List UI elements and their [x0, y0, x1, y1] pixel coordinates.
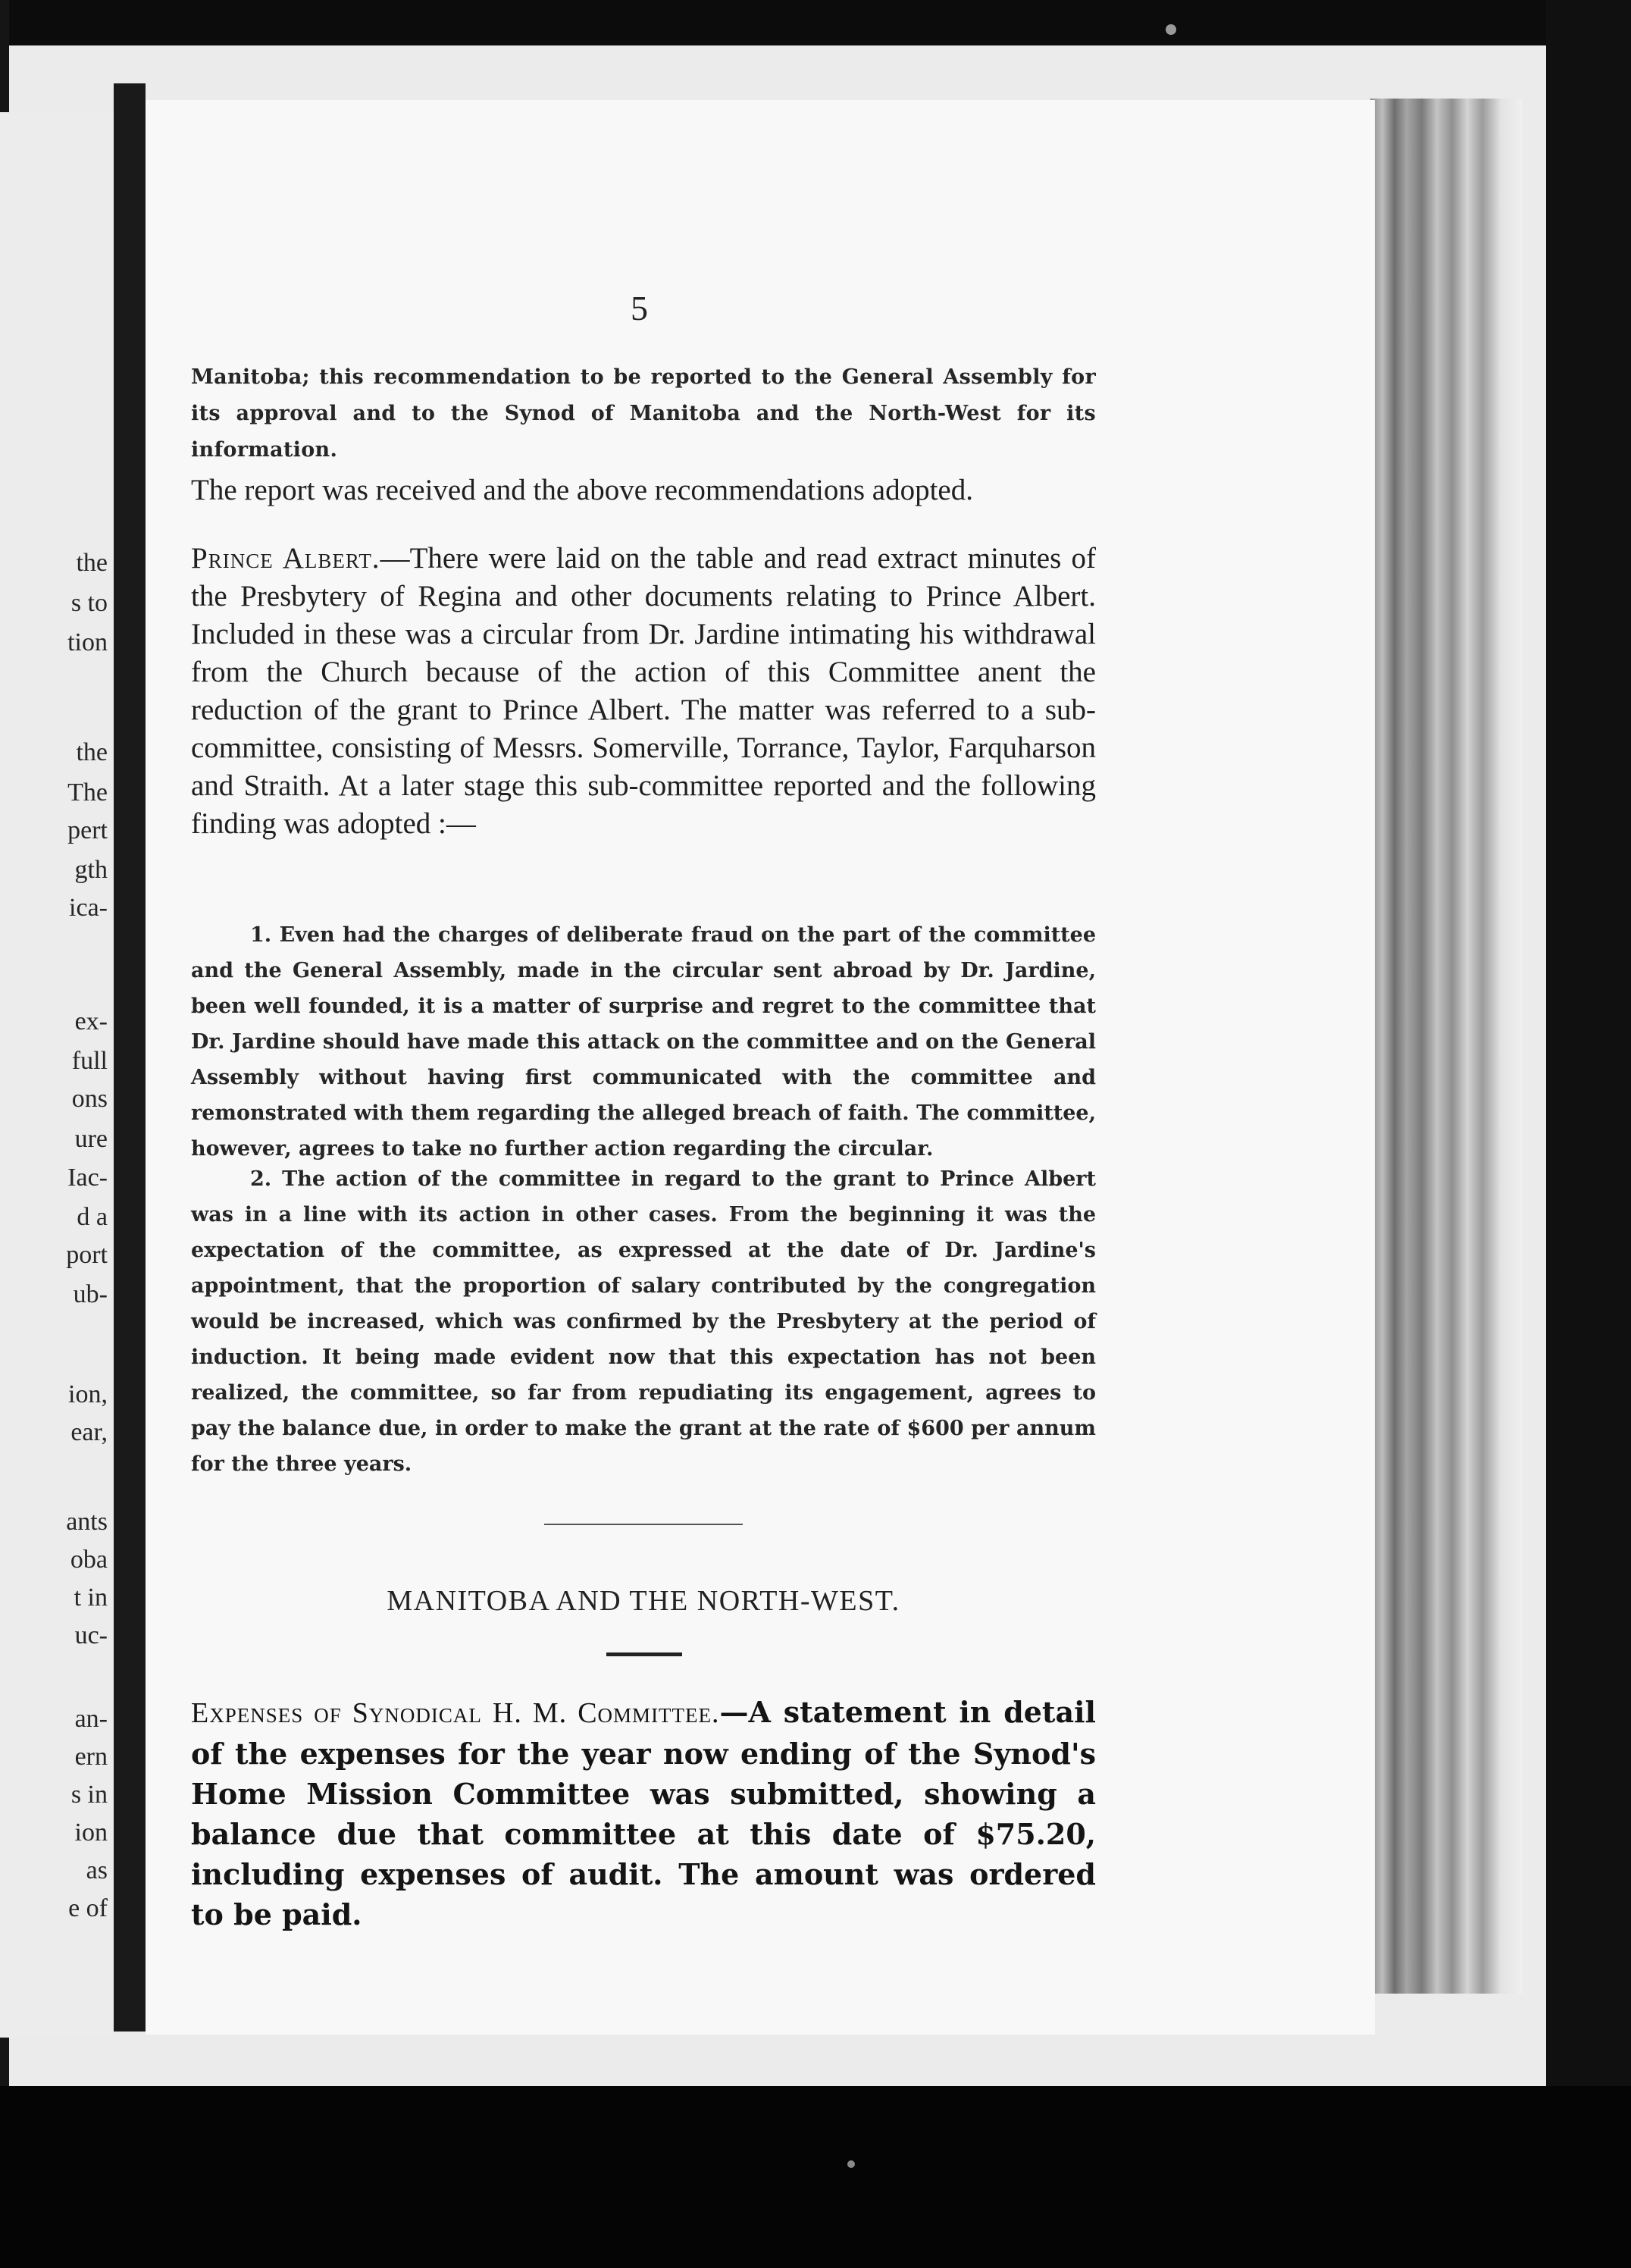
- scan-speck: [1166, 24, 1176, 35]
- facing-fragment: ons: [71, 1085, 108, 1113]
- facing-fragment: full: [71, 1047, 108, 1075]
- facing-fragment: ure: [74, 1125, 108, 1153]
- facing-fragment: ica-: [69, 894, 108, 922]
- facing-fragment: pert: [67, 816, 108, 844]
- facing-fragment: Iac-: [67, 1164, 108, 1192]
- facing-fragment: t in: [74, 1584, 108, 1612]
- facing-fragment: s in: [70, 1781, 108, 1809]
- facing-fragment: ub-: [73, 1280, 108, 1308]
- section-title: MANITOBA AND THE NORTH-WEST.: [387, 1585, 900, 1617]
- finding-item: 1. Even had the charges of deliberate fraud on the part of the committee and the General Assembly, made in the circular sent abroad by Dr. Jardine, been well founded, it is a matter of surprise and regret to the committee that Dr. Jardine should have made this attack on the committee and on the General Assembly without having first communicated with the committee and remonstrated with them regarding the alleged breach of faith. The committee, however, agrees to take no further action regarding the circular.: [191, 923, 1096, 1161]
- section-divider: [544, 1524, 743, 1525]
- facing-fragment: ion,: [68, 1380, 108, 1408]
- page-number: 5: [631, 289, 648, 327]
- scan-speck: [847, 2160, 855, 2168]
- facing-fragment: e of: [68, 1894, 108, 1922]
- expenses-body: —A statement in detail of the expenses for the year now ending of the Synod's Home Mission Committee was submitted, showing a balance due that committee at this date of $75.20, including expenses of audit. The amount was ordered to be paid.: [191, 1695, 1096, 1931]
- facing-fragment: tion: [67, 628, 108, 656]
- facing-fragment: oba: [70, 1546, 108, 1574]
- page-fore-edge: [1370, 99, 1522, 1994]
- expenses-paragraph: [191, 1692, 1096, 1934]
- facing-fragment: d a: [77, 1203, 108, 1231]
- facing-fragment: gth: [74, 856, 108, 884]
- finding-item: 2. The action of the committee in regard to the grant to Prince Albert was in a line with its action in other cases. From the beginning it was the expectation of the committee, as expressed at the date of Dr. Jardine's appointment, that the proportion of salary contributed by the congregation would be increased, which was confirmed by the Presbytery at the period of induction. It being made evident now that this expectation has not been realized, the committee, so far from repudiating its engagement, agrees to pay the balance due, in order to make the grant at the rate of $600 per annum for the three years.: [191, 1167, 1096, 1476]
- facing-fragment: ion: [74, 1818, 108, 1847]
- scan-top-border: [0, 0, 1631, 45]
- facing-fragment: uc-: [74, 1621, 108, 1649]
- title-rule: [606, 1652, 682, 1656]
- scan-right-border: [1546, 0, 1631, 2268]
- continuation-paragraph: Manitoba; this recommendation to be reported to the General Assembly for its approval and to the Synod of Manitoba and the North-West for its information.: [191, 365, 1096, 462]
- facing-fragment: as: [86, 1856, 108, 1884]
- facing-fragment: ear,: [70, 1418, 108, 1446]
- facing-fragment: ex-: [74, 1007, 108, 1035]
- facing-fragment: an-: [74, 1705, 108, 1733]
- facing-fragment: ern: [74, 1743, 108, 1771]
- facing-fragment: The: [67, 778, 108, 807]
- expenses-heading: Expenses of Synodical H. M. Committee.: [191, 1697, 720, 1729]
- facing-fragment: s to: [70, 589, 108, 617]
- facing-fragment: the: [76, 738, 108, 766]
- prince-albert-paragraph: [191, 540, 1096, 843]
- facing-page: [0, 112, 114, 2038]
- prince-albert-heading: Prince Albert.: [191, 542, 380, 575]
- report-sentence: The report was received and the above recommendations adopted.: [191, 474, 973, 506]
- prince-albert-body: —There were laid on the table and read extract minutes of the Presbytery of Regina and other documents relating to Prince Albert. Included in these was a circular from Dr. Jardine intimating his withdrawal from the Church because of the action of this Committee anent the reduction of the grant to Prince Albert. The matter was referred to a sub-committee, consisting of Messrs. Somerville, Torrance, Taylor, Farquharson and Straith. At a later stage this sub-committee reported and the following finding was adopted :—: [191, 542, 1096, 840]
- book-gutter: [114, 83, 146, 2031]
- scan-bottom-border: [0, 2086, 1631, 2268]
- facing-fragment: port: [66, 1241, 108, 1269]
- facing-fragment: ants: [66, 1508, 108, 1536]
- facing-fragment: the: [76, 549, 108, 577]
